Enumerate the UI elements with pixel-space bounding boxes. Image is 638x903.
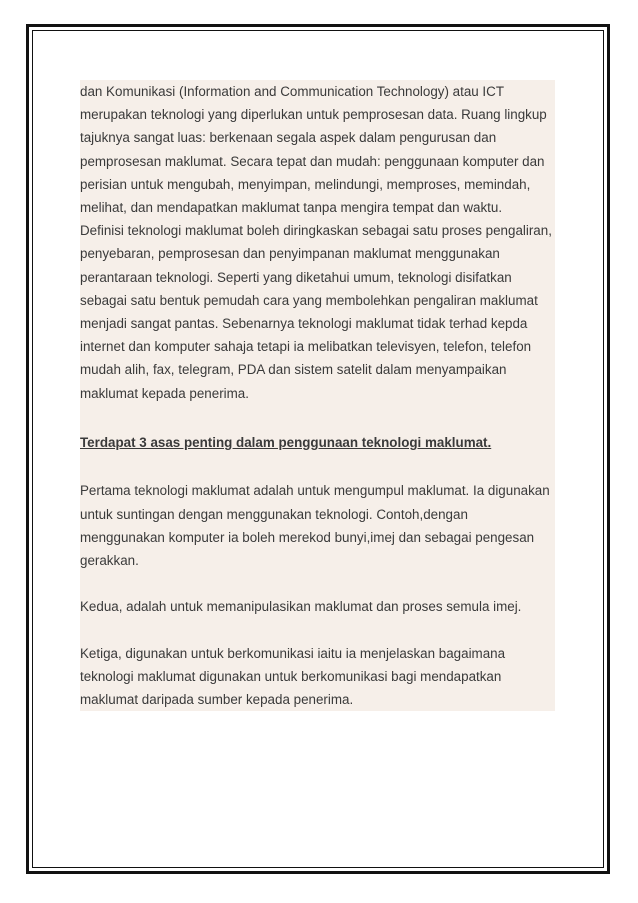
document-body: [80, 80, 555, 711]
definition-paragraph: Definisi teknologi maklumat boleh diringkaskan sebagai satu proses pengaliran, penyebaran, pemprosesan dan penyimpanan maklumat menggunakan perantaraan teknologi. Seperti yang diketahui umum, teknologi disifatkan sebagai satu bentuk pemudah cara yang membolehkan pengaliran maklumat menjadi sangat pantas. Sebenarnya teknologi maklumat tidak terhad kepda internet dan komputer sahaja tetapi ia melibatkan televisyen, telefon, telefon mudah alih, fax, telegram, PDA dan sistem satelit dalam menyampaikan maklumat kepada penerima.: [80, 223, 552, 401]
section-heading: Terdapat 3 asas penting dalam penggunaan teknologi maklumat.: [80, 435, 492, 451]
intro-paragraph: dan Komunikasi (Information and Communication Technology) atau ICT merupakan teknologi yang diperlukan untuk pemprosesan data. Ruang lingkup tajuknya sangat luas: berkenaan segala aspek dalam pengurusan dan pemprosesan maklumat. Secara tepat dan mudah: penggunaan komputer dan perisian untuk mengubah, menyimpan, melindungi, memproses, memindah, melihat, dan mendapatkan maklumat tanpa mengira tempat dan waktu.: [80, 84, 547, 216]
point-one-paragraph: Pertama teknologi maklumat adalah untuk mengumpul maklumat. Ia digunakan untuk suntingan dengan menggunakan teknologi. Contoh,dengan menggunakan komputer ia boleh merekod bunyi,imej dan sebagai pengesan gerakkan.: [80, 483, 550, 569]
shaded-text-block: [80, 80, 555, 711]
point-two-paragraph: Kedua, adalah untuk memanipulasikan maklumat dan proses semula imej.: [80, 599, 522, 615]
point-three-paragraph: Ketiga, digunakan untuk berkomunikasi iaitu ia menjelaskan bagaimana teknologi maklumat digunakan untuk berkomunikasi bagi mendapatkan maklumat daripada sumber kepada penerima.: [80, 645, 506, 708]
